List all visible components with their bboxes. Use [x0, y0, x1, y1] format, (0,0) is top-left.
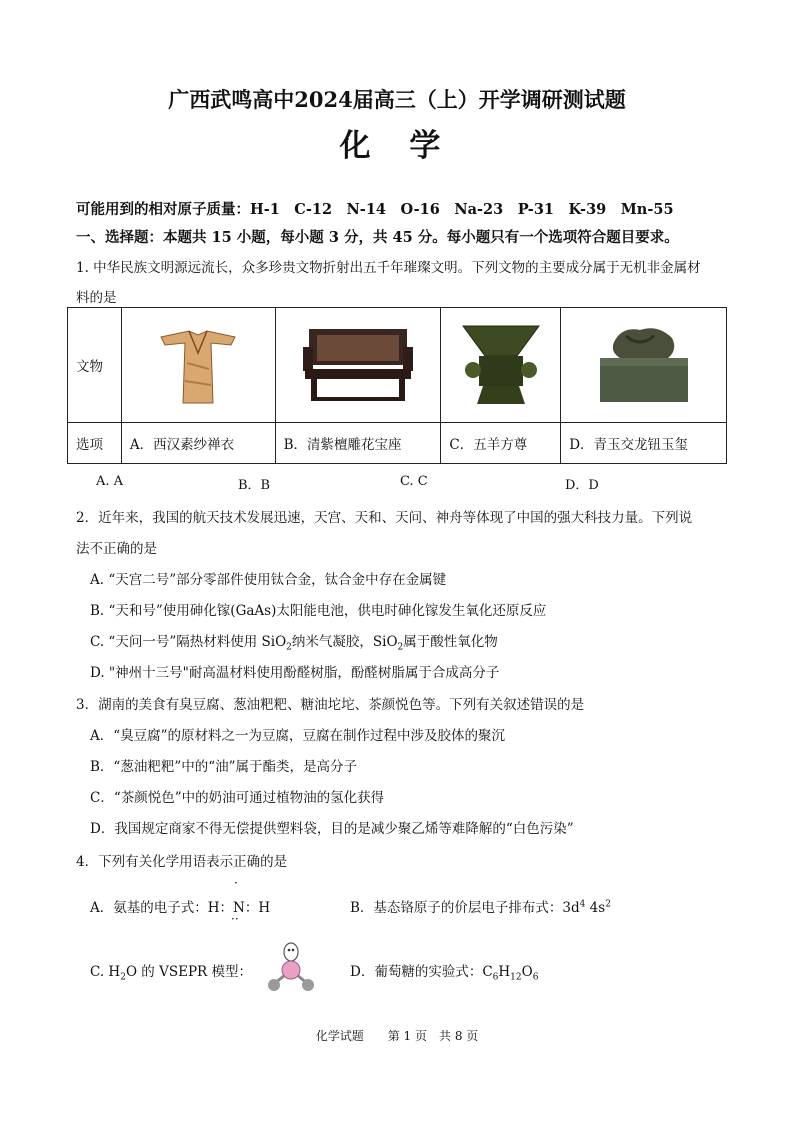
q4-option-d: D．葡萄糖的实验式：$C_6H_{12}O_6$	[350, 964, 539, 983]
q1-option-a: A．西汉素纱禅衣	[121, 423, 275, 464]
q1-stem-line2: 料的是	[76, 290, 117, 306]
q1-option-c: C．五羊方尊	[441, 423, 561, 464]
q1-answer-a: A. A	[96, 474, 124, 489]
q2-stem-line1: 2．近年来，我国的航天技术发展迅速，天宫、天和、天问、神舟等体现了中国的强大科技力量。下列说	[76, 510, 693, 526]
q2-option-b: B. “天和号”使用砷化镓(GaAs)太阳能电池，供电时砷化镓发生氧化还原反应	[90, 603, 547, 619]
q3-option-a: A．“臭豆腐”的原材料之一为豆腐，豆腐在制作过程中涉及胶体的聚沉	[90, 728, 506, 744]
q1-answer-c: C. C	[400, 474, 428, 489]
q1-option-d: D．青玉交龙钮玉玺	[561, 423, 727, 464]
q1-answer-d: D．D	[565, 478, 599, 493]
vsepr-model-icon	[262, 940, 320, 996]
q2-stem-line2: 法不正确的是	[76, 541, 157, 557]
q3-stem: 3．湖南的美食有臭豆腐、葱油粑粑、糖油坨坨、茶颜悦色等。下列有关叙述错误的是	[76, 697, 585, 713]
atomic-masses: 可能用到的相对原子质量：H-1 C-12 N-14 O-16 Na-23 P-31 K-39 Mn-55	[76, 201, 674, 218]
jade-seal-icon	[592, 322, 696, 408]
q3-option-c: C．“茶颜悦色”中的奶油可通过植物油的氢化获得	[90, 790, 385, 806]
relic-a-image	[121, 308, 275, 423]
page-footer: 化学试题 第 1 页 共 8 页	[315, 1029, 479, 1043]
relic-c-image	[441, 308, 561, 423]
q2-option-c: C. “天问一号”隔热材料使用 SiO$_2$纳米气凝胶，SiO$_2$属于酸性氧化物	[90, 634, 498, 653]
q2-option-d: D. "神州十三号"耐高温材料使用酚醛树脂，酚醛树脂属于合成高分子	[90, 665, 500, 681]
q4-option-c: C. $H_2O$ 的 VSEPR 模型：	[90, 964, 252, 983]
row-label-relic: 文物	[68, 308, 122, 423]
relic-b-image	[275, 308, 441, 423]
section-heading: 一、选择题：本题共 15 小题，每小题 3 分，共 45 分。每小题只有一个选项符合题目要求。	[76, 229, 679, 246]
q3-option-d: D．我国规定商家不得无偿提供塑料袋，目的是减少聚乙烯等难降解的“白色污染”	[90, 821, 574, 837]
exam-title: 广西武鸣高中2024届高三（上）开学调研测试题	[168, 87, 626, 112]
electron-dots-bottom: ··	[231, 912, 239, 926]
throne-icon	[299, 325, 417, 405]
subject-title: 化 学	[339, 128, 455, 164]
q1-answer-b: B．B	[238, 478, 271, 493]
relic-d-image	[561, 308, 727, 423]
q4-option-a: A．氨基的电子式：H：N：H	[90, 900, 271, 916]
q2-option-a: A. “天宫二号”部分零部件使用钛合金，钛合金中存在金属键	[90, 572, 447, 588]
q1-stem-line1: 1. 中华民族文明源远流长，众多珍贵文物折射出五千年璀璨文明。下列文物的主要成分属于无机非金属材	[76, 260, 701, 276]
electron-dot-top: ·	[234, 876, 238, 890]
q4-option-b: B．基态铬原子的价层电子排布式：$3d^4$ $4s^2$	[350, 899, 611, 916]
q3-option-b: B．“葱油粑粑”中的“油”属于酯类，是高分子	[90, 759, 358, 775]
bronze-zun-icon	[459, 322, 543, 408]
row-label-option: 选项	[68, 423, 122, 464]
relics-table	[67, 307, 727, 464]
q4-stem: 4．下列有关化学用语表示正确的是	[76, 854, 288, 870]
q1-option-b: B．清紫檀雕花宝座	[275, 423, 441, 464]
robe-icon	[157, 323, 239, 407]
